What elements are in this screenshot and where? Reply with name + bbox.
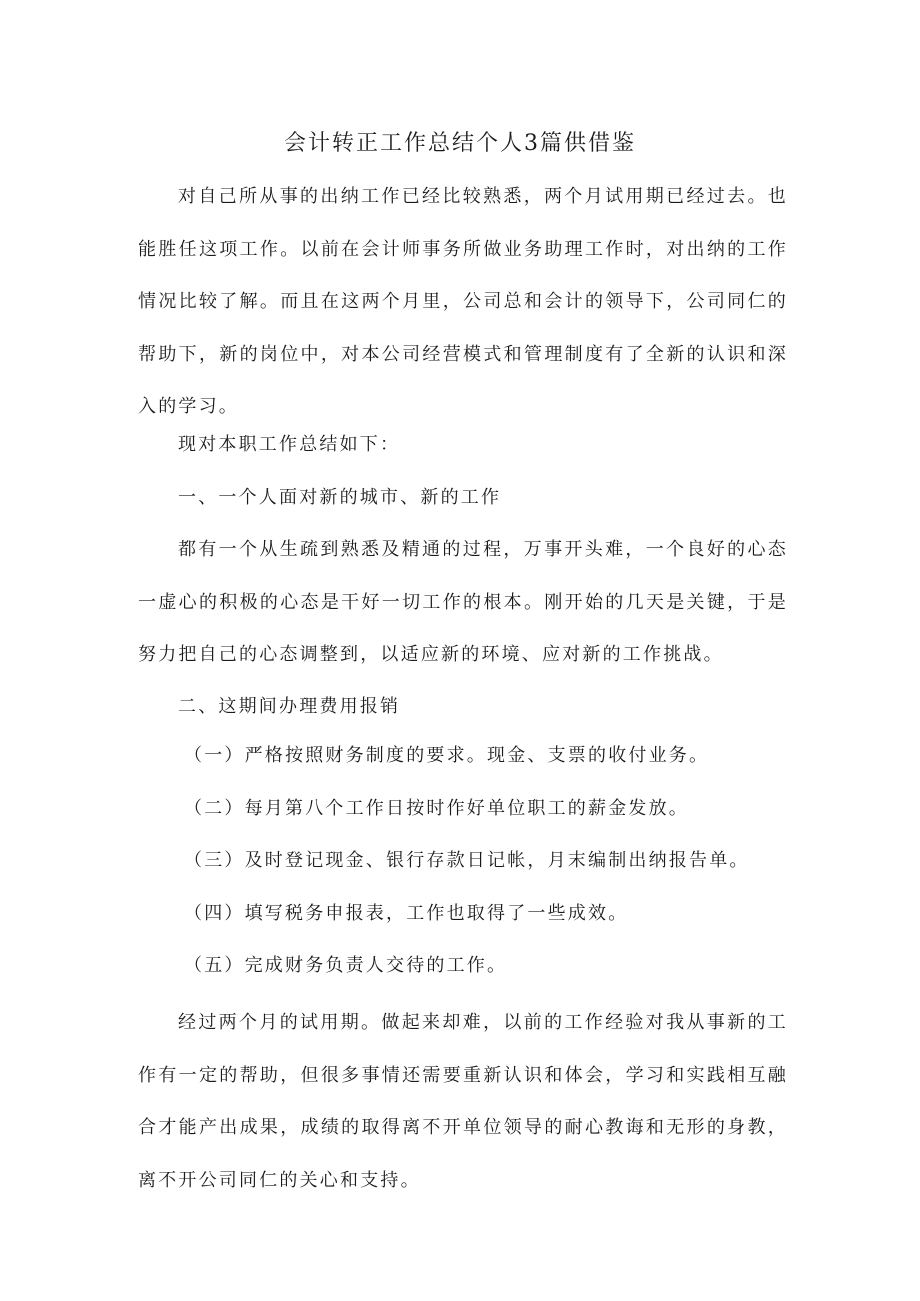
- list-item: （一）严格按照财务制度的要求。现金、支票的收付业务。: [184, 745, 710, 766]
- list-item: （五）完成财务负责人交待的工作。: [184, 955, 508, 976]
- list-item: （三）及时登记现金、银行存款日记帐，月末编制出纳报告单。: [184, 850, 750, 871]
- intro-paragraph: 对自己所从事的出纳工作已经比较熟悉，两个月试用期已经过去。也能胜任这项工作。以前在会计师事务所做业务助理工作时，对出纳的工作情况比较了解。而且在这两个月里，公司总和会计的领导下，公司同仁的帮助下，新的岗位中，对本公司经营模式和管理制度有了全新的认识和深入的学习。: [138, 186, 788, 417]
- section2-heading: 二、这期间办理费用报销: [178, 696, 401, 717]
- list-item: （四）填写税务申报表，工作也取得了一些成效。: [184, 903, 629, 924]
- closing-paragraph: 经过两个月的试用期。做起来却难，以前的工作经验对我从事新的工作有一定的帮助，但很多事情还需要重新认识和体会，学习和实践相互融合才能产出成果，成绩的取得离不开单位领导的耐心教诲和无形的身教，离不开公司同仁的关心和支持。: [138, 1012, 788, 1191]
- section1-body: 都有一个从生疏到熟悉及精通的过程，万事开头难，一个良好的心态一虚心的积极的心态是干好一切工作的根本。刚开始的几天是关键，于是努力把自己的心态调整到，以适应新的环境、应对新的工作挑战。: [138, 539, 788, 665]
- list-item: （二）每月第八个工作日按时作好单位职工的薪金发放。: [184, 798, 689, 819]
- summary-lead: 现对本职工作总结如下：: [178, 434, 401, 455]
- section1-heading: 一、一个人面对新的城市、新的工作: [178, 487, 502, 508]
- document-title: 会计转正工作总结个人3篇供借鉴: [284, 131, 636, 156]
